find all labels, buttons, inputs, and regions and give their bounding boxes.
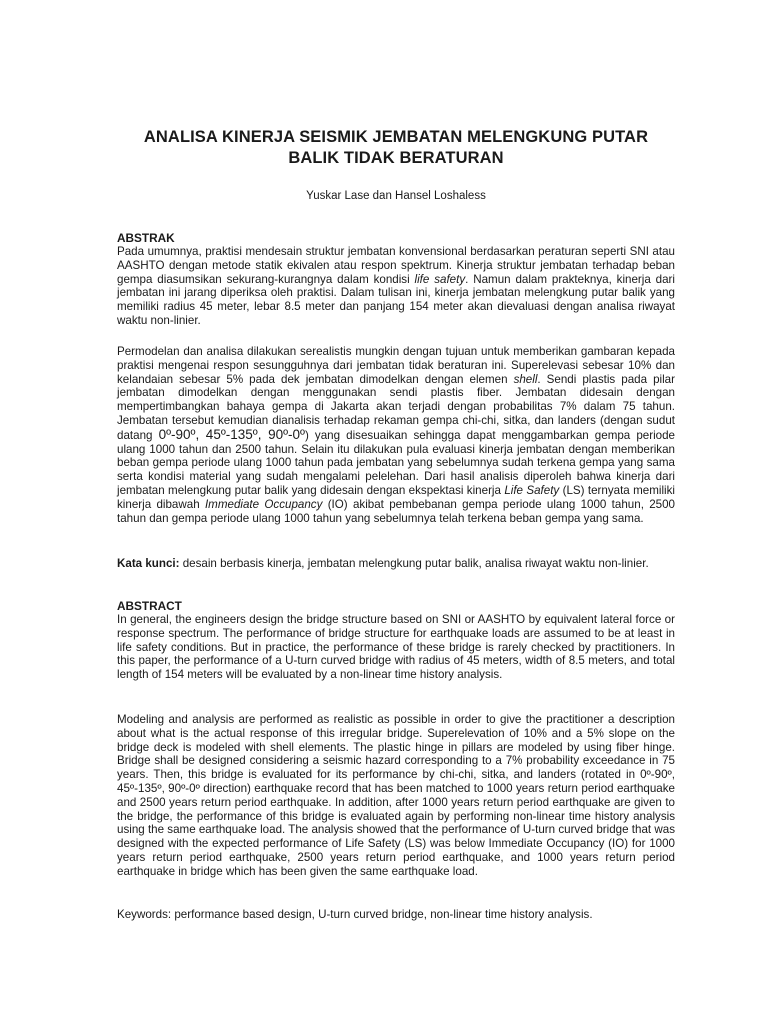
abstrak-section: [117, 231, 675, 328]
paper-title: ANALISA KINERJA SEISMIK JEMBATAN MELENGKUNG PUTAR BALIK TIDAK BERATURAN: [143, 128, 649, 167]
abstract-keywords-block: [117, 908, 675, 922]
authors: Yuskar Lase dan Hansel Loshaless: [306, 190, 486, 202]
abstrak-heading: ABSTRAK: [117, 231, 175, 245]
kata-kunci-block: [117, 557, 675, 571]
abstract-section: [117, 599, 675, 682]
abstract-paragraph-1: In general, the engineers design the bridge structure based on SNI or AASHTO by equivalent lateral force or response spectrum. The performance of bridge structure for earthquake loads are assumed to be at least in life safety conditions. But in practice, the performance of these bridge is rarely checked by practitioners. In this paper, the performance of a U-turn curved bridge with radius of 45 meters, width of 8.5 meters, and total length of 154 meters will be evaluated by a non-linear time history analysis.: [117, 613, 675, 682]
abstrak-paragraph-2-block: [117, 345, 675, 525]
kata-kunci-label: Kata kunci:: [117, 557, 180, 570]
abstrak-paragraph-1: Pada umumnya, praktisi mendesain struktur jembatan konvensional berdasarkan peraturan seperti SNI atau AASHTO dengan metode statik ekivalen atau respon spektrum. Kinerja struktur jembatan terhadap beban gempa diasumsikan sekurang-kurangnya dalam kondisi life safety. Namun dalam prakteknya, kinerja dari jembatan ini jarang diperiksa oleh praktisi. Dalam tulisan ini, kinerja jembatan melengkung putar balik yang memiliki radius 45 meter, lebar 8.5 meter dan panjang 154 meter akan dievaluasi dengan analisa riwayat waktu non-linier.: [117, 245, 675, 327]
abstract-heading: ABSTRACT: [117, 599, 182, 613]
abstract-keywords: Keywords: performance based design, U-turn curved bridge, non-linear time history analysis.: [117, 908, 593, 921]
abstrak-paragraph-2: Permodelan dan analisa dilakukan serealistis mungkin dengan tujuan untuk memberikan gambaran kepada praktisi mengenai respon sesungguhnya dari jembatan tidak beraturan ini. Superelevasi sebesar 10% dan kelandaian sebesar 5% pada dek jembatan dimodelkan dengan elemen shell. Sendi plastis pada pilar jembatan dimodelkan dengan menggunakan sendi plastis fiber. Jembatan didesain dengan mempertimbangkan bahaya gempa di Jakarta akan terjadi dengan probabilitas 7% dalam 75 tahun. Jembatan tersebut kemudian dianalisis terhadap rekaman gempa chi-chi, sitka, dan landers (dengan sudut datang 0º-90º, 45º-135º, 90º-0º) yang disesuaikan sehingga dapat menggambarkan gempa periode ulang 1000 tahun dan 2500 tahun. Selain itu dilakukan pula evaluasi kinerja jembatan dengan memberikan beban gempa periode ulang 1000 tahun pada jembatan yang sebelumnya sudah terkena gempa yang sama serta kondisi material yang sudah mengalami pelelehan. Dari hasil analisis diperoleh bahwa kinerja dari jembatan melengkung putar balik yang didesain dengan ekspektasi kinerja Life Safety (LS) ternyata memiliki kinerja dibawah Immediate Occupancy (IO) akibat pembebanan gempa periode ulang 1000 tahun, 2500 tahun dan gempa periode ulang 1000 tahun yang sebelumnya telah terkena beban gempa yang sama.: [117, 345, 676, 525]
kata-kunci: Kata kunci: desain berbasis kinerja, jembatan melengkung putar balik, analisa riwayat waktu non-linier.: [117, 557, 649, 570]
abstract-paragraph-2: Modeling and analysis are performed as realistic as possible in order to give the practitioner a description about what is the actual response of this irregular bridge. Superelevation of 10% and a 5% slope on the bridge deck is modeled with shell elements. The plastic hinge in pillars are modeled by using fiber hinge. Bridge shall be designed considering a seismic hazard corresponding to a 7% probability exceedance in 75 years. Then, this bridge is evaluated for its performance by chi-chi, sitka, and landers (rotated in 0º-90º, 45º-135º, 90º-0º direction) earthquake record that has been matched to 1000 years return period earthquake and 2500 years return period earthquake. In addition, after 1000 years return period earthquake are given to the bridge, the performance of this bridge is evaluated again by performing non-linear time history analysis using the same earthquake load. The analysis showed that the performance of U-turn curved bridge that was designed with the expected performance of Life Safety (LS) was below Immediate Occupancy (IO) for 1000 years return period earthquake, 2500 years return period earthquake, and 1000 years return period earthquake in bridge which has been given the same earthquake load.: [117, 713, 675, 878]
abstract-paragraph-2-block: [117, 713, 675, 879]
